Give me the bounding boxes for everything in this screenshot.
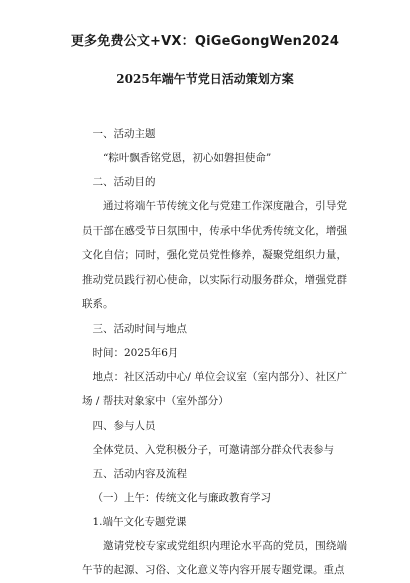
participants: 全体党员、入党积极分子，可邀请部分群众代表参与 (92, 443, 334, 456)
item-1-paragraph: 邀请党校专家或党组织内理论水平高的党员，围绕端午节的起源、习俗、文化意义等内容开展专题党课。重点 (82, 539, 347, 576)
subsection-1-heading: （一）上午：传统文化与廉政教育学习 (92, 491, 271, 504)
activity-theme: “粽叶飘香铭党恩，初心如磐担使命” (103, 152, 272, 164)
watermark-header: 更多免费公文+VX：QiGeGongWen2024 (70, 34, 340, 49)
document-title: 2025年端午节党日活动策划方案 (116, 72, 294, 86)
item-1-heading: 1.端午文化专题党课 (92, 515, 187, 528)
activity-place: 地点：社区活动中心/ 单位会议室（室内部分）、社区广场 / 帮扶对象家中（室外部分） (82, 370, 347, 407)
activity-time: 时间：2025年6月 (92, 346, 179, 359)
purpose-paragraph: 通过将端午节传统文化与党建工作深度融合，引导党员干部在感受节日氛围中，传承中华优秀传统文化，增强文化自信；同时，强化党员党性修养，凝聚党组织力量，推动党员践行初心使命，以实际行动服务群众，增强党群联系。 (82, 200, 347, 310)
section-5-heading: 五、活动内容及流程 (92, 467, 187, 480)
section-4-heading: 四、参与人员 (92, 419, 156, 432)
section-2-heading: 二、活动目的 (92, 176, 156, 188)
section-3-heading: 三、活动时间与地点 (92, 322, 187, 335)
document-body (82, 122, 347, 583)
section-1-heading: 一、活动主题 (92, 128, 156, 140)
